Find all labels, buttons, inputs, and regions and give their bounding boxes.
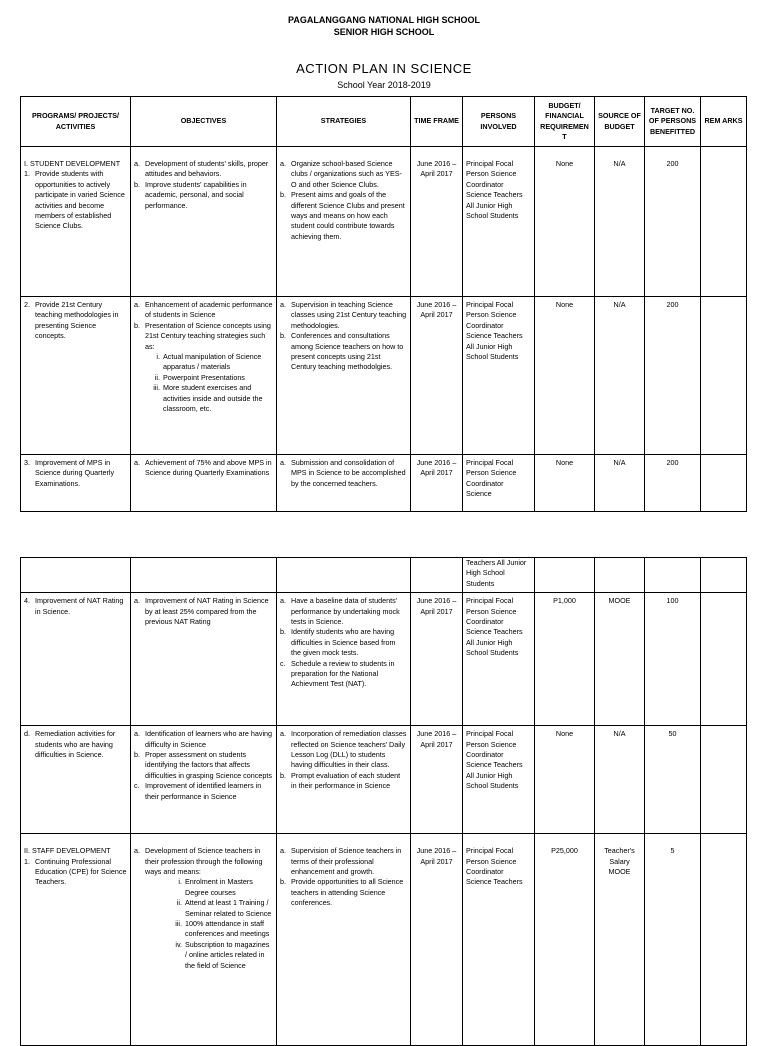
time-frame-cell: June 2016 – April 2017 [411,593,463,726]
table-row [21,834,747,1046]
time-frame-cell: June 2016 – April 2017 [411,834,463,1046]
target-cell: 200 [645,455,701,512]
target-cell: 200 [645,147,701,297]
col-header-remarks: REM ARKS [701,97,747,147]
list-marker: b. [134,320,140,330]
program-cell [21,147,131,297]
table-row [21,726,747,834]
objective-text: Achievement of 75% and above MPS in Science during Quarterly Examinations [145,458,272,478]
school-name-line1: PAGALANGGANG NATIONAL HIGH SCHOOL [288,15,480,25]
remarks-cell [701,455,747,512]
program-cell [21,726,131,834]
time-frame-cell [411,558,463,593]
program-text: Provide students with opportunities to actively participate in varied Science activities and become members of established Science Clubs. [35,169,125,231]
table-row [21,455,747,512]
target-cell: 200 [645,297,701,455]
table-row-continuation [21,558,747,593]
objectives-cell [131,558,277,593]
col-header-time-frame: TIME FRAME [411,97,463,147]
list-marker: b. [280,877,286,887]
list-marker: ii. [154,372,160,382]
budget-cell: None [535,726,595,834]
objective-subitem: Enrolment in Masters Degree courses [185,877,253,897]
table-row [21,147,747,297]
objectives-cell [131,726,277,834]
strategy-text: Organize school-based Science clubs / organizations such as YES-O and other Science Clubs. [291,159,402,189]
list-marker: b. [280,190,286,200]
budget-cell: None [535,147,595,297]
program-text: Improvement of MPS in Science during Quarterly Examinations. [35,458,115,488]
list-marker: c. [134,781,140,791]
objective-text: Improvement of identified learners in their performance in Science [145,781,262,801]
strategy-text: Provide opportunities to all Science teachers in attending Science conferences. [291,877,404,908]
list-marker: iii. [153,383,160,393]
school-name [0,14,768,38]
objective-subitem: More student exercises and activities inside and outside the classroom, etc. [163,383,263,414]
col-header-programs: PROGRAMS/ PROJECTS/ ACTIVITIES [21,97,131,147]
school-year: School Year 2018-2019 [337,80,431,90]
list-marker: b. [280,627,286,637]
item-number: 4. [24,596,30,606]
strategy-text: Conferences and consultations among Science teachers on how to present concepts using 21st Century teaching methodolgies. [291,331,404,372]
list-marker: a. [280,846,286,856]
time-frame-cell: June 2016 – April 2017 [411,726,463,834]
target-cell: 5 [645,834,701,1046]
col-header-strategies: STRATEGIES [277,97,411,147]
objective-subitem: Powerpoint Presentations [163,372,245,382]
header-row [21,97,747,147]
strategy-text: Submission and consolidation of MPS in Science to be accomplished by the concerned teachers. [291,458,406,488]
objective-subitem: Attend at least 1 Training / Seminar related to Science [185,898,272,918]
list-marker: iv. [175,939,182,949]
list-marker: a. [134,846,140,856]
program-cell [21,455,131,512]
budget-cell: None [535,455,595,512]
source-cell [595,558,645,593]
persons-cell: Principal Focal Person Science Coordinator Science Teachers All Junior High School Students [463,297,535,455]
time-frame-cell: June 2016 – April 2017 [411,455,463,512]
list-marker: a. [134,458,140,467]
program-cell [21,558,131,593]
objectives-cell [131,147,277,297]
source-cell: N/A [595,147,645,297]
col-header-persons: PERSONS INVOLVED [463,97,535,147]
target-cell [645,558,701,593]
list-marker: i. [178,877,182,887]
list-marker: a. [280,300,286,309]
source-cell: N/A [595,297,645,455]
list-marker: a. [280,729,286,739]
strategy-text: Prompt evaluation of each student in their performance in Science [291,770,401,791]
section-title: II. STAFF DEVELOPMENT [24,846,111,856]
objective-text: Development of Science teachers in their profession through the following ways and means: [145,846,263,877]
section-title: I. STUDENT DEVELOPMENT [24,159,121,168]
objective-text: Improve students' capabilities in academic, personal, and social performance. [145,179,247,210]
program-cell [21,593,131,726]
strategy-text: Identify students who are having difficulties in Science based from the given mock tests. [291,627,396,658]
budget-cell [535,558,595,593]
strategies-cell [277,147,411,297]
objective-subitem: 100% attendance in staff conferences and meetings [185,919,270,939]
col-header-budget: BUDGET/ FINANCIAL REQUIREMEN T [535,97,595,147]
strategies-cell [277,834,411,1046]
remarks-cell [701,558,747,593]
objectives-cell [131,455,277,512]
time-frame-cell: June 2016 – April 2017 [411,297,463,455]
list-marker: a. [134,729,140,739]
list-marker: b. [280,331,286,341]
program-text: Provide 21st Century teaching methodologies in presenting Science concepts. [35,300,119,341]
list-marker: a. [134,596,140,606]
budget-cell: None [535,297,595,455]
remarks-cell [701,834,747,1046]
list-marker: a. [134,300,140,309]
strategy-text: Supervision in teaching Science classes using 21st Century teaching methodologies. [291,300,407,330]
strategy-text: Incorporation of remediation classes reflected on Science teachers' Daily Lesson Log (DLL) to students having difficulties in their class. [291,729,407,770]
persons-cell: Principal Focal Person Science Coordinator Science Teachers All Junior High School Students [463,726,535,834]
strategies-cell [277,593,411,726]
strategies-cell [277,455,411,512]
persons-cell: Principal Focal Person Science Coordinator Science Teachers [463,834,535,1046]
program-text: Improvement of NAT Rating in Science. [35,596,124,616]
strategies-cell [277,726,411,834]
item-number: 1. [24,169,30,179]
list-marker: c. [280,658,286,668]
remarks-cell [701,593,747,726]
remarks-cell [701,726,747,834]
time-frame-cell: June 2016 – April 2017 [411,147,463,297]
source-cell: Teacher's Salary MOOE [595,834,645,1046]
source-cell: N/A [595,726,645,834]
program-text: Continuing Professional Education (CPE) for Science Teachers. [35,856,127,887]
objective-text: Proper assessment on students identifying the factors that affects difficulties in grasping Science concepts [145,750,272,780]
objectives-cell [131,834,277,1046]
objectives-cell [131,593,277,726]
target-cell: 100 [645,593,701,726]
objectives-cell [131,297,277,455]
program-text: Remediation activities for students who are having difficulties in Science. [35,729,116,760]
list-marker: b. [134,750,140,760]
item-number: d. [24,729,30,739]
table-row [21,593,747,726]
document-title: ACTION PLAN IN SCIENCE [296,61,472,76]
item-number: 3. [24,458,30,467]
item-number: 1. [24,856,30,866]
strategy-text: Have a baseline data of students' performance by undertaking mock tests in Science. [291,596,400,627]
item-number: 2. [24,300,30,309]
col-header-target: TARGET NO. OF PERSONS BENEFITTED [645,97,701,147]
strategy-text: Present aims and goals of the different Science Clubs and present ways and means on how each student could contribute towards achieving them. [291,190,405,241]
objective-text: Enhancement of academic performance of students in Science [145,300,273,320]
strategies-cell [277,558,411,593]
source-cell: MOOE [595,593,645,726]
table-row [21,297,747,455]
list-marker: a. [280,159,286,168]
action-plan-table-page1 [20,96,747,512]
persons-cell: Principal Focal Person Science Coordinator Science Teachers All Junior High School Students [463,147,535,297]
list-marker: ii. [176,898,182,908]
objective-text: Development of students' skills, proper attitudes and behaviors. [145,159,269,179]
list-marker: b. [134,179,140,189]
action-plan-table-page2 [20,557,747,1046]
persons-cell: Principal Focal Person Science Coordinator Science [463,455,535,512]
objective-text: Presentation of Science concepts using 21st Century teaching strategies such as: [145,320,271,351]
objective-subitem: Subscription to magazines / online articles related in the field of Science [185,939,270,970]
target-cell: 50 [645,726,701,834]
remarks-cell [701,297,747,455]
school-name-line2: SENIOR HIGH SCHOOL [333,27,435,37]
program-cell [21,834,131,1046]
list-marker: iii. [175,919,182,929]
objective-text: Improvement of NAT Rating in Science by at least 25% compared from the previous NAT Rating [145,596,269,627]
budget-cell: P25,000 [535,834,595,1046]
col-header-objectives: OBJECTIVES [131,97,277,147]
strategies-cell [277,297,411,455]
persons-cell: Teachers All Junior High School Students [463,558,535,593]
program-cell [21,297,131,455]
col-header-source: SOURCE OF BUDGET [595,97,645,147]
budget-cell: P1,000 [535,593,595,726]
list-marker: i. [156,352,160,362]
list-marker: a. [280,596,286,606]
objective-subitem: Actual manipulation of Science apparatus / materials [163,352,262,372]
list-marker: b. [280,770,286,780]
strategy-text: Schedule a review to students in preparation for the National Achievment Test (NAT). [291,658,395,689]
objective-text: Identification of learners who are having difficulty in Science [145,729,273,749]
source-cell: N/A [595,455,645,512]
list-marker: a. [134,159,140,168]
strategy-text: Supervision of Science teachers in terms of their professional enhancement and growth. [291,846,402,877]
persons-cell: Principal Focal Person Science Coordinator Science Teachers All Junior High School Students [463,593,535,726]
list-marker: a. [280,458,286,467]
remarks-cell [701,147,747,297]
